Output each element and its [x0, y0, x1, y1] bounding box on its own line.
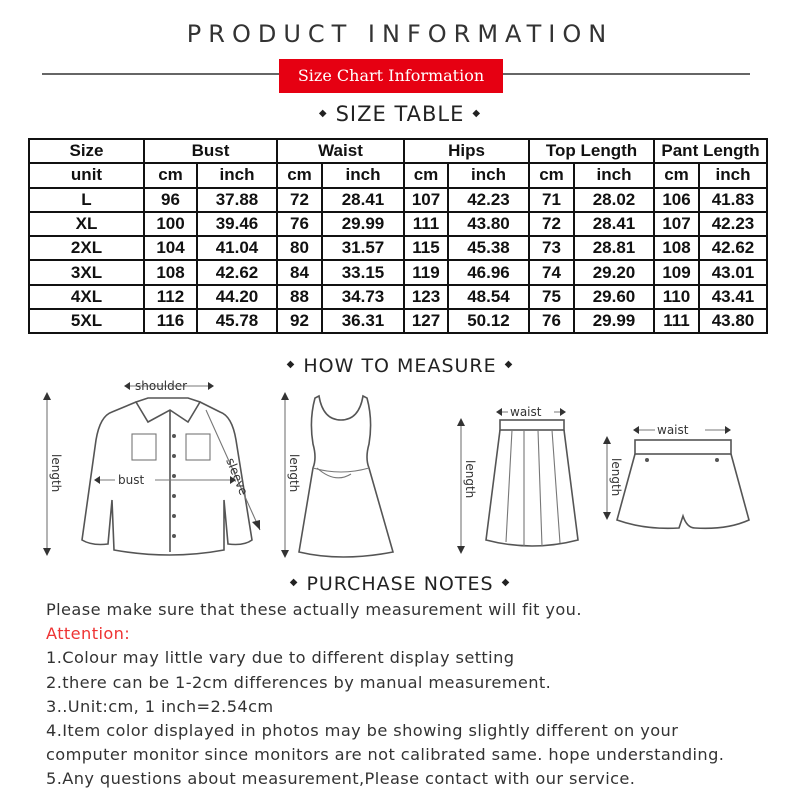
- diamond-icon: ◆: [289, 577, 299, 588]
- table-cell: 119: [404, 260, 448, 284]
- table-cell: 29.20: [574, 260, 654, 284]
- table-row: [29, 260, 767, 284]
- table-cell: 107: [654, 212, 699, 236]
- table-cell: 45.78: [197, 309, 277, 333]
- table-cell: 33.15: [322, 260, 404, 284]
- page-title: PRODUCT INFORMATION: [186, 20, 614, 48]
- table-row: [29, 309, 767, 333]
- table-cell: 48.54: [448, 285, 529, 309]
- notes-intro: Please make sure that these actually measurement will fit you.: [46, 600, 582, 619]
- table-cell: 72: [529, 212, 574, 236]
- shirt-sleeve-label: sleeve: [223, 455, 251, 498]
- shirt-shoulder-label: shoulder: [135, 380, 188, 393]
- group-header-pant-length: Pant Length: [654, 139, 767, 163]
- table-cell: 76: [277, 212, 322, 236]
- note-item: 4.Item color displayed in photos may be showing slightly different on your: [46, 720, 679, 740]
- shorts-waist-label: waist: [657, 423, 689, 437]
- table-cell: 28.02: [574, 188, 654, 212]
- dress-length-label: length: [287, 454, 301, 493]
- table-cell: 29.99: [322, 212, 404, 236]
- table-cell: 41.83: [699, 188, 767, 212]
- table-cell: 50.12: [448, 309, 529, 333]
- how-to-measure-heading: [0, 355, 800, 377]
- note-item: computer monitor since monitors are not calibrated same. hope understanding.: [46, 745, 725, 765]
- table-cell: 107: [404, 188, 448, 212]
- table-cell: 29.60: [574, 285, 654, 309]
- dress-illustration: [275, 380, 400, 570]
- table-unit-row: [29, 163, 767, 187]
- diamond-icon: ◆: [318, 107, 328, 119]
- table-cell: 42.23: [699, 212, 767, 236]
- table-cell: 28.41: [574, 212, 654, 236]
- table-cell: 41.04: [197, 236, 277, 260]
- table-cell: 111: [404, 212, 448, 236]
- table-cell: 43.80: [448, 212, 529, 236]
- table-cell: 75: [529, 285, 574, 309]
- table-cell: 96: [144, 188, 197, 212]
- unit-cell: inch: [574, 163, 654, 187]
- table-cell: 43.80: [699, 309, 767, 333]
- table-cell: 112: [144, 285, 197, 309]
- table-cell: 110: [654, 285, 699, 309]
- note-item: 1.Colour may little vary due to different display setting: [46, 648, 515, 668]
- group-header-hips: Hips: [404, 139, 529, 163]
- attention-label: Attention:: [46, 624, 131, 644]
- table-cell: 28.81: [574, 236, 654, 260]
- shorts-length-label: length: [609, 458, 623, 497]
- size-chart-banner: Size Chart Information: [279, 59, 503, 93]
- table-cell: 108: [654, 236, 699, 260]
- diamond-icon: ◆: [472, 107, 482, 119]
- skirt-illustration: [448, 380, 583, 570]
- purchase-notes: [46, 598, 786, 792]
- table-row: [29, 212, 767, 236]
- table-cell: 115: [404, 236, 448, 260]
- purchase-notes-heading-text: PURCHASE NOTES: [306, 573, 494, 595]
- diamond-icon: ◆: [501, 577, 511, 588]
- unit-cell: cm: [654, 163, 699, 187]
- purchase-notes-heading: [0, 573, 800, 595]
- skirt-waist-label: waist: [510, 405, 542, 419]
- table-cell: 42.23: [448, 188, 529, 212]
- table-cell: 100: [144, 212, 197, 236]
- table-cell: 74: [529, 260, 574, 284]
- diamond-icon: ◆: [286, 359, 296, 370]
- table-cell: 28.41: [322, 188, 404, 212]
- note-item: 2.there can be 1-2cm differences by manual measurement.: [46, 672, 552, 692]
- table-cell: 72: [277, 188, 322, 212]
- size-cell: 3XL: [29, 260, 144, 284]
- table-cell: 116: [144, 309, 197, 333]
- size-cell: L: [29, 188, 144, 212]
- table-group-header-row: [29, 139, 767, 163]
- group-header-bust: Bust: [144, 139, 277, 163]
- note-item: 5.Any questions about measurement,Please contact with our service.: [46, 769, 636, 789]
- note-item: 3..Unit:cm, 1 inch=2.54cm: [46, 696, 274, 716]
- diamond-icon: ◆: [504, 359, 514, 370]
- shorts-illustration: [595, 380, 765, 570]
- table-cell: 104: [144, 236, 197, 260]
- table-cell: 123: [404, 285, 448, 309]
- table-cell: 45.38: [448, 236, 529, 260]
- size-cell: 2XL: [29, 236, 144, 260]
- table-cell: 92: [277, 309, 322, 333]
- table-cell: 36.31: [322, 309, 404, 333]
- table-cell: 73: [529, 236, 574, 260]
- shirt-bust-label: bust: [118, 473, 145, 487]
- table-cell: 44.20: [197, 285, 277, 309]
- table-cell: 106: [654, 188, 699, 212]
- table-cell: 43.41: [699, 285, 767, 309]
- shirt-illustration: [30, 380, 280, 570]
- unit-cell: cm: [144, 163, 197, 187]
- table-row: [29, 236, 767, 260]
- table-row: [29, 188, 767, 212]
- table-cell: 37.88: [197, 188, 277, 212]
- size-table-heading-text: SIZE TABLE: [335, 102, 465, 126]
- unit-cell: cm: [277, 163, 322, 187]
- size-cell: 4XL: [29, 285, 144, 309]
- table-cell: 29.99: [574, 309, 654, 333]
- size-header: Size: [29, 139, 144, 163]
- unit-cell: inch: [197, 163, 277, 187]
- shirt-length-label: length: [49, 454, 63, 493]
- table-cell: 109: [654, 260, 699, 284]
- how-to-measure-heading-text: HOW TO MEASURE: [303, 355, 497, 377]
- table-cell: 39.46: [197, 212, 277, 236]
- table-cell: 34.73: [322, 285, 404, 309]
- size-table: [28, 138, 768, 334]
- unit-cell: inch: [448, 163, 529, 187]
- group-header-top-length: Top Length: [529, 139, 654, 163]
- size-cell: 5XL: [29, 309, 144, 333]
- table-cell: 111: [654, 309, 699, 333]
- unit-cell: cm: [404, 163, 448, 187]
- table-cell: 88: [277, 285, 322, 309]
- group-header-waist: Waist: [277, 139, 404, 163]
- unit-cell: inch: [699, 163, 767, 187]
- table-cell: 84: [277, 260, 322, 284]
- table-cell: 71: [529, 188, 574, 212]
- table-cell: 76: [529, 309, 574, 333]
- table-cell: 42.62: [699, 236, 767, 260]
- skirt-length-label: length: [463, 460, 477, 499]
- table-cell: 46.96: [448, 260, 529, 284]
- size-cell: XL: [29, 212, 144, 236]
- table-cell: 80: [277, 236, 322, 260]
- table-cell: 43.01: [699, 260, 767, 284]
- table-cell: 31.57: [322, 236, 404, 260]
- table-cell: 42.62: [197, 260, 277, 284]
- unit-cell: cm: [529, 163, 574, 187]
- size-table-heading: [0, 102, 800, 126]
- unit-header: unit: [29, 163, 144, 187]
- table-cell: 127: [404, 309, 448, 333]
- unit-cell: inch: [322, 163, 404, 187]
- table-row: [29, 285, 767, 309]
- table-cell: 108: [144, 260, 197, 284]
